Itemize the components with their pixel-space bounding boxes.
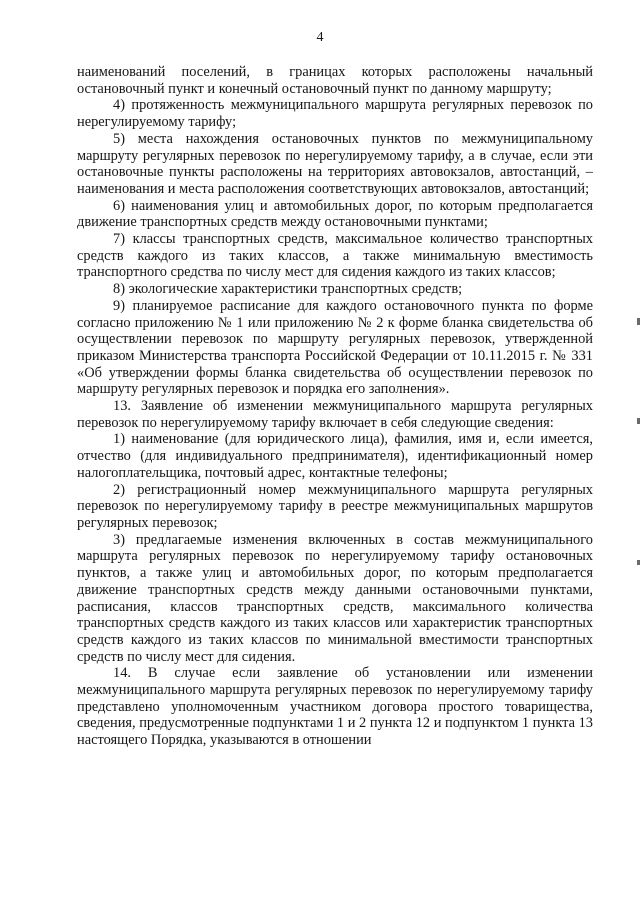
paragraph-item-5: 5) места нахождения остановочных пунктов по межмуниципальному маршруту регулярных перевозок по нерегулируемому тарифу, а в случае, если эти остановочные пункты расположены на территориях автовокзалов, автостанций, – наименования и места расположения соответствующих автовокзалов, автостанций; <box>77 130 593 197</box>
document-body <box>77 64 593 749</box>
paragraph-13-item-3: 3) предлагаемые изменения включенных в состав межмуниципального маршрута регулярных перевозок по нерегулируемому тарифу остановочных пунктов, а также улиц и автомобильных дорог, по которым предполагается движение транспортных средств между данными остановочными пунктами, расписания, классов транспортных средств, максимального количества транспортных средств каждого из таких классов или характеристик транспортных средств каждого из таких классов по минимальной вместимости транспортных средств по числу мест для сидения. <box>77 531 593 665</box>
paragraph-13-item-1: 1) наименование (для юридического лица), фамилия, имя и, если имеется, отчество (для индивидуального предпринимателя), идентификационный номер налогоплательщика, почтовый адрес, контактные телефоны; <box>77 431 593 481</box>
paragraph-item-7: 7) классы транспортных средств, максимальное количество транспортных средств каждого из таких классов, а также минимальную вместимость транспортного средства по числу мест для сидения каждого из таких классов; <box>77 231 593 281</box>
paragraph-item-4: 4) протяженность межмуниципального маршрута регулярных перевозок по нерегулируемому тарифу; <box>77 97 593 131</box>
paragraph-section-14: 14. В случае если заявление об установлении или изменении межмуниципального маршрута регулярных перевозок по нерегулируемому тарифу представлено уполномоченным участником договора простого товарищества, сведения, предусмотренные подпунктами 1 и 2 пункта 12 и подпунктом 1 пункта 13 настоящего Порядка, указываются в отношении <box>77 665 593 749</box>
page-number: 4 <box>316 30 324 45</box>
paragraph-section-13: 13. Заявление об изменении межмуниципального маршрута регулярных перевозок по нерегулируемому тарифу включает в себя следующие сведения: <box>77 398 593 431</box>
paragraph-item-9: 9) планируемое расписание для каждого остановочного пункта по форме согласно приложению № 1 или приложению № 2 к форме бланка свидетельства об осуществлении перевозок по маршруту регулярных перевозок, утвержденной приказом Министерства транспорта Российской Федерации от 10.11.2015 г. № 331 «Об утверждении формы бланка свидетельства об осуществлении перевозок по маршруту регулярных перевозок и порядка его заполнения». <box>77 297 593 398</box>
paragraph-item-8: 8) экологические характеристики транспортных средств; <box>113 281 463 298</box>
paragraph-item-6: 6) наименования улиц и автомобильных дорог, по которым предполагается движение транспортных средств между остановочными пунктами; <box>77 197 593 231</box>
paragraph-continuation: наименований поселений, в границах которых расположены начальный остановочный пункт и конечный остановочный пункт по данному маршруту; <box>77 64 593 97</box>
paragraph-13-item-2: 2) регистрационный номер межмуниципального маршрута регулярных перевозок по нерегулируемому тарифу в реестре межмуниципальных маршрутов регулярных перевозок; <box>77 481 593 531</box>
